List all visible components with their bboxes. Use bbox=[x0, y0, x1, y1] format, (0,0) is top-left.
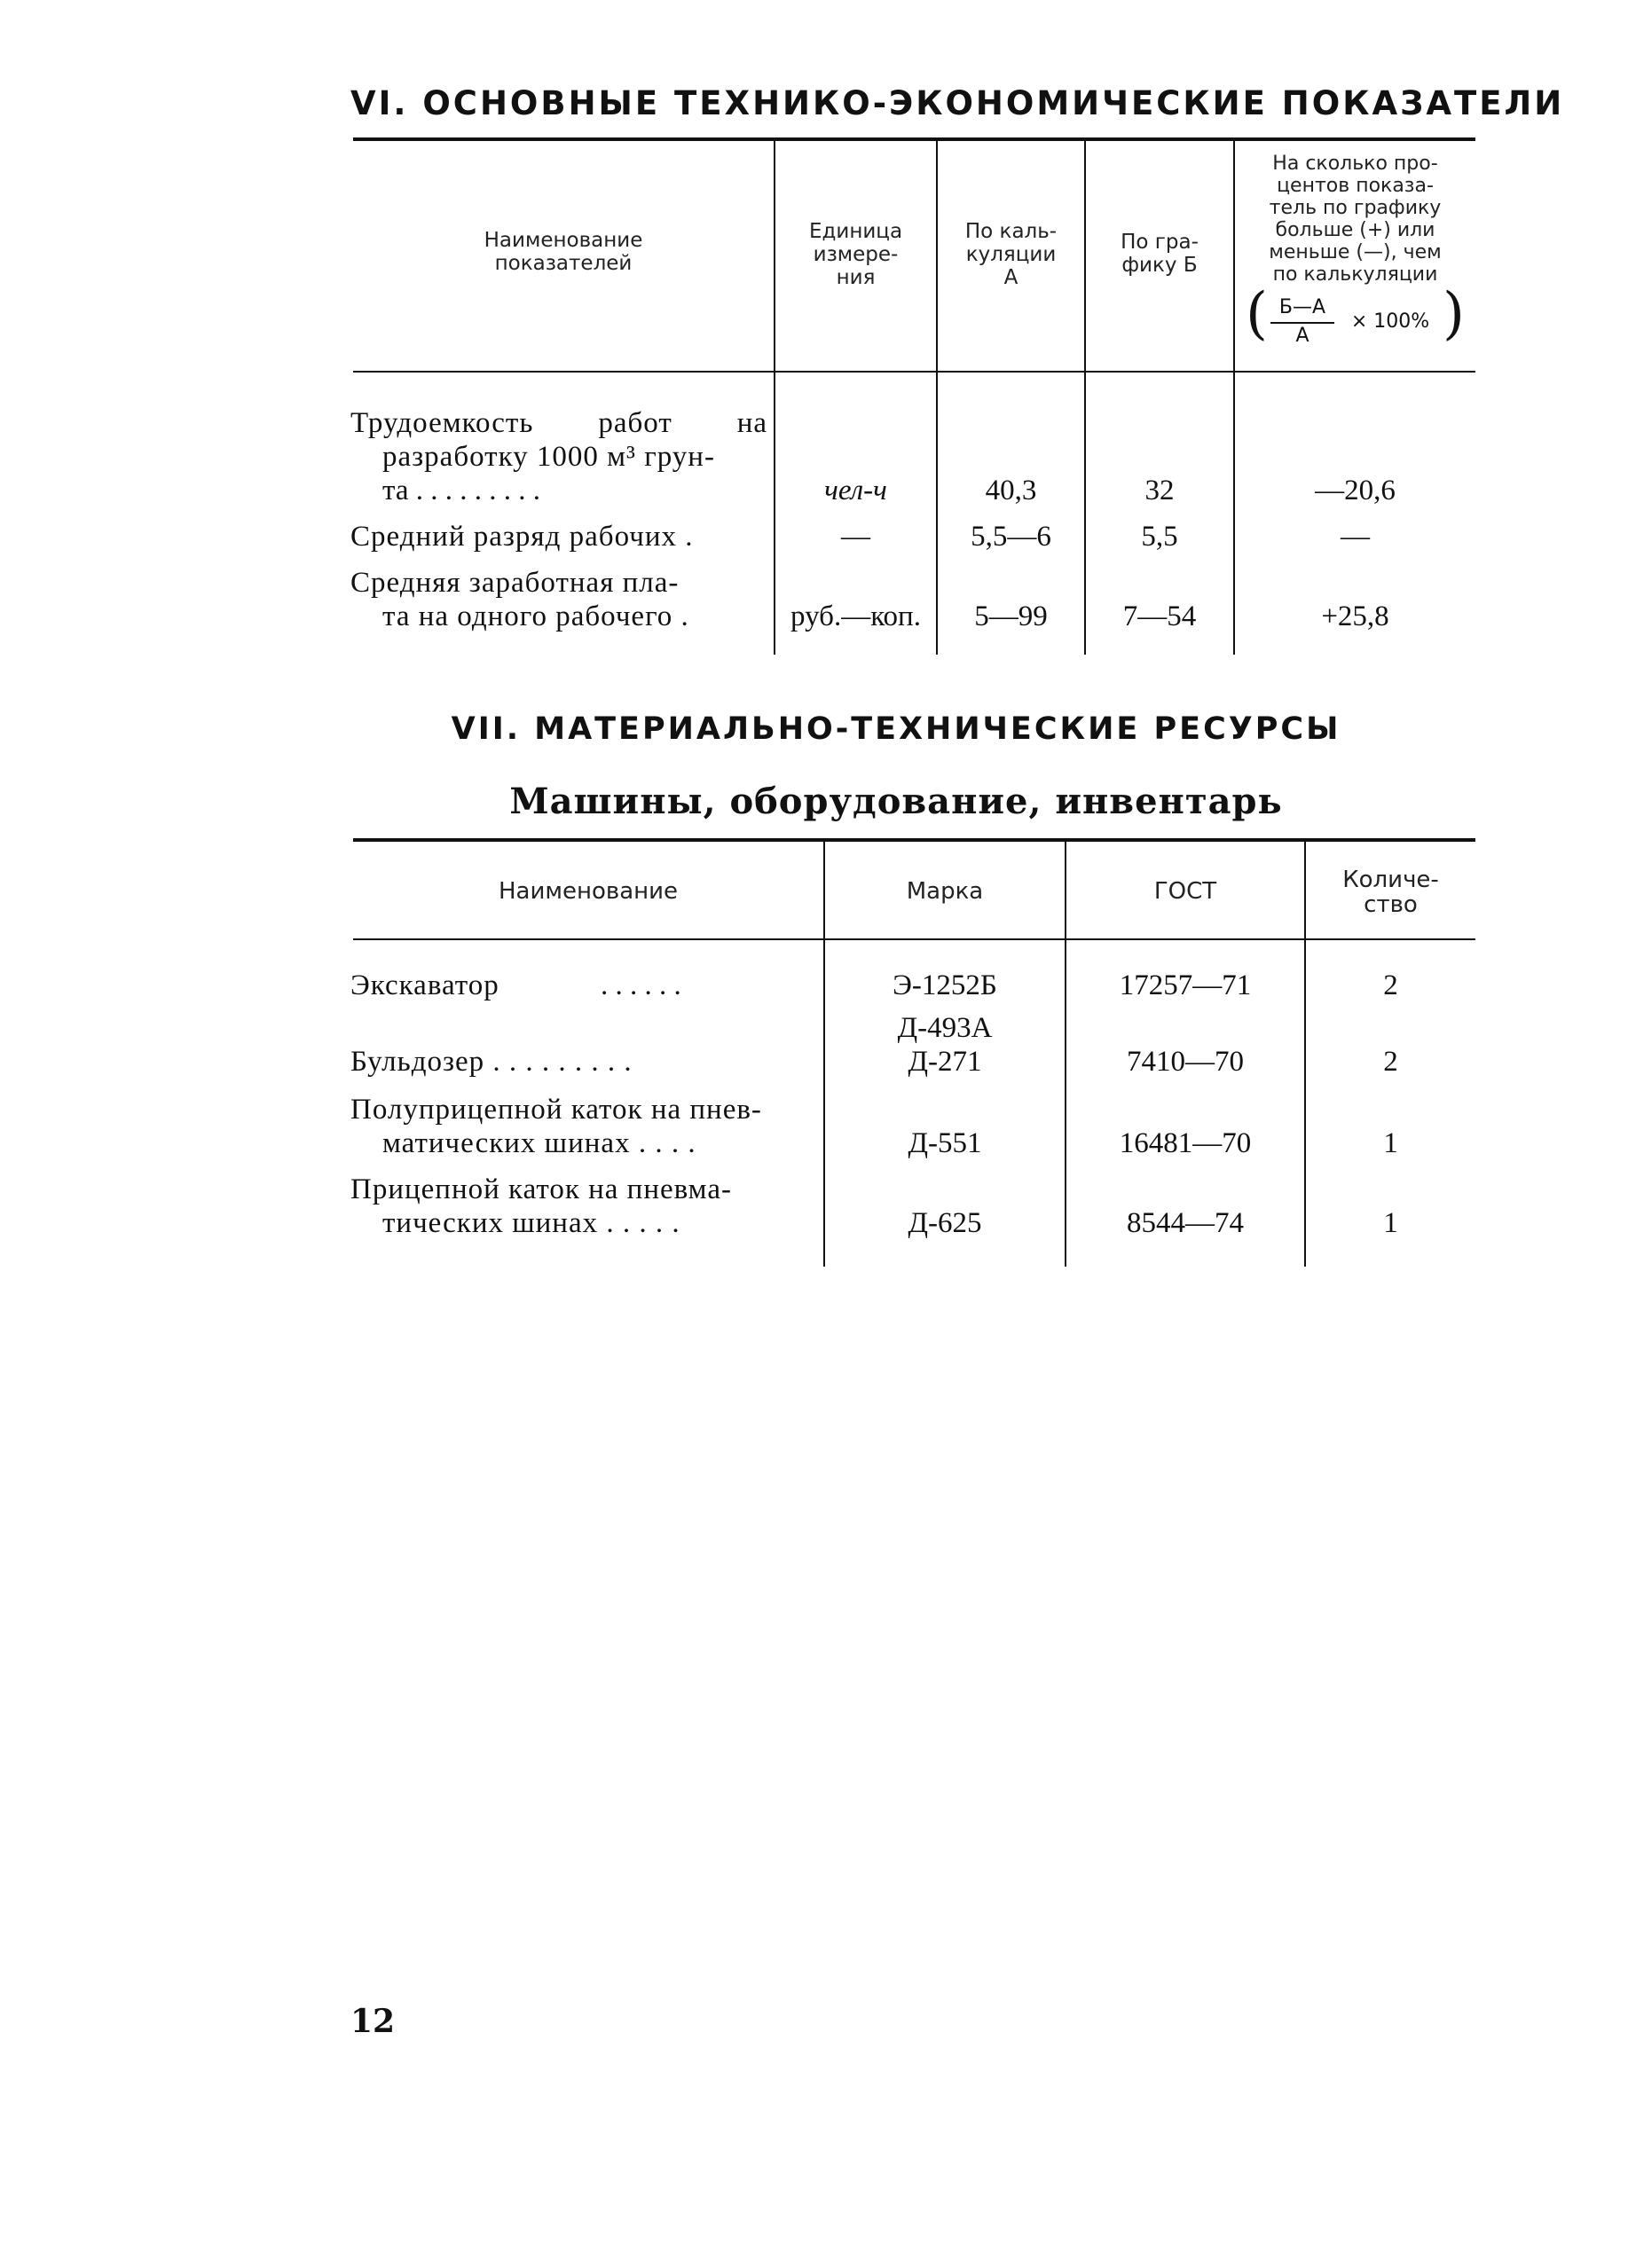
table-row-name: Прицепной каток на пневма- тических шинах . . . . . bbox=[350, 1173, 732, 1239]
row-brand: Д-493А Д-271 bbox=[897, 1012, 993, 1078]
table-divider bbox=[1084, 140, 1086, 655]
section-6-title: VI. ОСНОВНЫЕ ТЕХНИКО-ЭКОНОМИЧЕСКИЕ ПОКАЗАТЕЛИ bbox=[350, 84, 1565, 122]
row-gost: 16481—70 bbox=[1119, 1127, 1252, 1159]
header-brand: Марка bbox=[906, 878, 984, 905]
formula-right-paren: ) bbox=[1443, 281, 1465, 347]
row-percent: —20,6 bbox=[1315, 475, 1396, 506]
row-unit: чел-ч bbox=[824, 475, 887, 506]
row-gost: 7410—70 bbox=[1127, 1046, 1244, 1078]
table-row-name: Полуприцепной каток на пнев- матических шинах . . . . bbox=[350, 1094, 762, 1159]
table-top-rule bbox=[353, 838, 1475, 842]
formula-denominator: А bbox=[1295, 325, 1309, 347]
header-gost: ГОСТ bbox=[1153, 878, 1217, 905]
table-divider bbox=[936, 140, 938, 655]
row-qty: 2 bbox=[1383, 969, 1398, 1001]
row-qty: 1 bbox=[1383, 1127, 1398, 1159]
row-graph: 5,5 bbox=[1141, 521, 1178, 553]
header-unit: Единица измере- ния bbox=[808, 220, 903, 289]
header-name: Наименование bbox=[498, 878, 679, 905]
table-row-name: Экскаватор . . . . . . bbox=[350, 969, 681, 1001]
row-gost: 17257—71 bbox=[1119, 969, 1252, 1001]
row-brand: Э-1252Б bbox=[893, 969, 997, 1001]
row-percent: +25,8 bbox=[1321, 600, 1389, 632]
table-row-name: Средняя заработная пла- та на одного рабочего . bbox=[350, 567, 689, 632]
formula-numerator: Б—А bbox=[1278, 296, 1326, 318]
row-unit: — bbox=[841, 521, 870, 553]
row-gost: 8544—74 bbox=[1127, 1207, 1244, 1239]
row-calc: 5—99 bbox=[974, 600, 1048, 632]
page-number: 12 bbox=[350, 2003, 396, 2040]
table-row-name: Средний разряд рабочих . bbox=[350, 521, 694, 553]
section-7-subtitle: Машины, оборудование, инвентарь bbox=[509, 781, 1283, 822]
table-row-name: Бульдозер . . . . . . . . . bbox=[350, 1046, 633, 1078]
formula-multiplier: × 100% bbox=[1350, 310, 1430, 333]
header-qty: Количе- ство bbox=[1342, 867, 1439, 918]
row-brand: Д-625 bbox=[908, 1207, 982, 1239]
row-unit: руб.—коп. bbox=[790, 600, 921, 632]
section-7-title: VII. МАТЕРИАЛЬНО-ТЕХНИЧЕСКИЕ РЕСУРСЫ bbox=[451, 711, 1341, 747]
row-qty: 2 bbox=[1383, 1046, 1398, 1078]
header-graph: По гра- фику Б bbox=[1121, 231, 1199, 277]
table-header-rule bbox=[353, 371, 1475, 373]
row-graph: 32 bbox=[1144, 475, 1175, 506]
table-top-rule bbox=[353, 137, 1475, 141]
table-header-rule bbox=[353, 938, 1475, 940]
formula-fraction-bar bbox=[1270, 322, 1334, 324]
row-brand: Д-551 bbox=[908, 1127, 982, 1159]
header-percent: На сколько про- центов показа- тель по графику больше (+) или меньше (—), чем по калькуляции bbox=[1269, 153, 1442, 286]
table-row-name: Трудоемкость работ на разработку 1000 м³ грун- та . . . . . . . . . bbox=[350, 407, 767, 506]
row-qty: 1 bbox=[1383, 1207, 1398, 1239]
row-percent: — bbox=[1341, 521, 1370, 553]
row-graph: 7—54 bbox=[1122, 600, 1197, 632]
header-name: Наименование показателей bbox=[484, 229, 643, 275]
row-calc: 5,5—6 bbox=[971, 521, 1051, 553]
header-calc: По каль- куляции А bbox=[964, 220, 1058, 289]
table-divider bbox=[774, 140, 775, 655]
formula-left-paren: ( bbox=[1246, 281, 1268, 347]
row-calc: 40,3 bbox=[985, 475, 1037, 506]
